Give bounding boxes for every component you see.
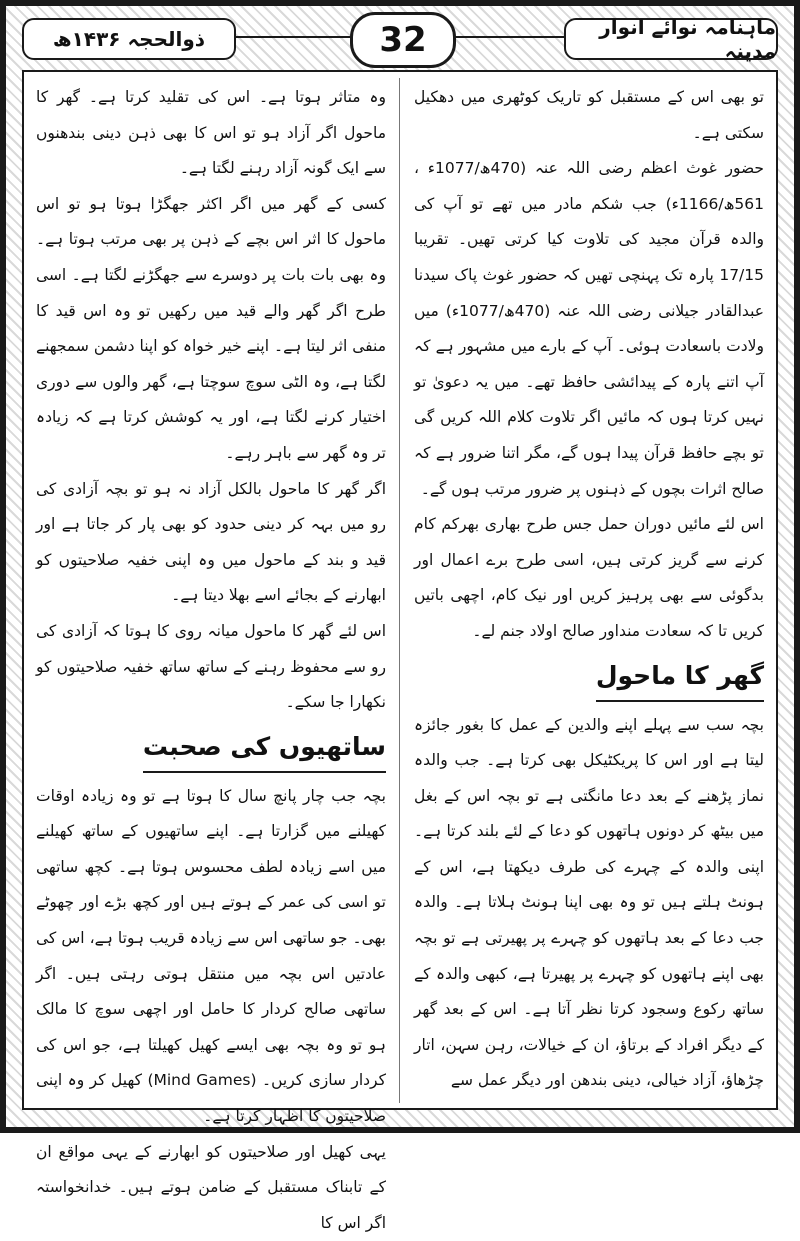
paragraph: کسی کے گھر میں اگر اکثر جھگڑا ہوتا ہو تو اس ماحول کا اثر اس بچے کے ذہن پر بھی مرتب ہوتا ہے۔ وہ بھی بات بات پر دوسرے سے جھگڑنے لگتا ہے۔ اسی طرح اگر گھر والے قید میں رکھیں تو وہ اس قید کا منفی اثر لیتا ہے۔ اپنے خیر خواہ کو اپنا دشمن سمجھنے لگتا ہے، وہ الٹی سوچ سوچتا ہے، گھر والوں سے دوری اختیار کرنے لگتا ہے، اور یہ کوشش کرتا ہے کہ زیادہ تر وہ گھر سے باہر رہے۔ <box>36 194 386 462</box>
left-column <box>36 80 386 1241</box>
right-column <box>414 80 764 1099</box>
paragraph: اس لئے گھر کا ماحول میانہ روی کا ہوتا کہ آزادی کی رو سے محفوظ رہنے کے ساتھ ساتھ خفیہ صلاحیتوں کو نکھارا جا سکے۔ <box>36 621 386 712</box>
section-heading-home-environment: گھر کا ماحول <box>596 652 764 702</box>
page-number: 32 <box>350 12 456 68</box>
paragraph: وہ متاثر ہوتا ہے۔ اس کی تقلید کرتا ہے۔ گھر کا ماحول اگر آزاد ہو تو اس کا بھی ذہن دینی بندھنوں سے ایک گونہ آزاد رہنے لگتا ہے۔ <box>36 88 386 178</box>
section-heading-companions: ساتھیوں کی صحبت <box>143 723 386 773</box>
header-rule-right <box>450 36 568 38</box>
paragraph: حضور غوث اعظم رضی اللہ عنہ (470ھ/1077ء ، 561ھ/1166ء) جب شکم مادر میں تھے تو آپ کی والدہ قرآن مجید کی تلاوت کیا کرتی تھیں۔ تقریبا 17/15 پارہ تک پہنچی تھیں کہ حضور غوث پاک سیدنا عبدالقادر جیلانی رضی اللہ عنہ (470ھ/1077ء) میں ولادت باسعادت ہوئی۔ آپ کے بارے میں مشہور ہے کہ آپ اتنے پارہ کے پیدائشی حافظ تھے۔ میں یہ دعویٰ تو نہیں کرتا ہوں کہ مائیں اگر تلاوت کلام اللہ کریں گی تو بچے حافظ قرآن پیدا ہوں گے، مگر اتنا ضرور ہے کہ صالح اثرات بچوں کے ذہنوں پر ضرور مرتب ہوں گے۔ <box>414 159 764 498</box>
header-rule-left <box>232 36 350 38</box>
paragraph: یہی کھیل اور صلاحیتوں کو ابھارنے کے یہی مواقع ان کے تابناک مستقبل کے ضامن ہوتے ہیں۔ خدانخواستہ اگر اس کا <box>36 1142 386 1232</box>
page-header <box>22 12 778 66</box>
paragraph: اگر گھر کا ماحول بالکل آزاد نہ ہو تو بچہ آزادی کی رو میں بہہ کر دینی حدود کو بھی پار کر جاتا ہے اور قید و بند کے ماحول میں وہ اپنی خفیہ صلاحیتوں کو ابھارنے کے بجائے اسے بھلا دیتا ہے۔ <box>36 479 386 605</box>
paragraph: تو بھی اس کے مستقبل کو تاریک کوٹھری میں دھکیل سکتی ہے۔ <box>414 88 764 142</box>
paragraph: اس لئے مائیں دوران حمل جس طرح بھاری بھرکم کام کرنے سے گریز کرتی ہیں، اسی طرح برے اعمال اور بدگوئی سے بھی پرہیز کریں اور نیک کام، اچھی باتیں کریں تا کہ سعادت منداور صالح اولاد جنم لے۔ <box>414 515 764 640</box>
column-divider <box>399 78 400 1103</box>
paragraph: بچہ سب سے پہلے اپنے والدین کے عمل کا بغور جائزہ لیتا ہے اور اس کا پریکٹیکل بھی کرتا ہے۔ جب والدہ نماز پڑھنے کے بعد دعا مانگتی ہے تو بچہ اس کے بغل میں بیٹھ کر دونوں ہاتھوں کو دعا کے لئے بلند کرتا ہے۔ اپنی والدہ کے چہرے کی طرف دیکھتا ہے، اس کے ہونٹ ہلتے ہیں تو وہ بھی اپنا ہونٹ ہلاتا ہے۔ والدہ جب دعا کے بعد ہاتھوں کو چہرے پر پھیرتی ہے تو بچہ بھی اپنے ہاتھوں کو چہرے پر پھیرتا ہے، کبھی والدہ کے ساتھ رکوع وسجود کرتا نظر آتا ہے۔ اس کے بعد گھر کے دیگر افراد کے برتاؤ، ان کے خیالات، رہن سہن، اتار چڑھاؤ، آزاد خیالی، دینی بندھن اور دیگر عمل سے <box>414 715 764 1090</box>
paragraph: بچہ جب چار پانچ سال کا ہوتا ہے تو وہ زیادہ اوقات کھیلنے میں گزارتا ہے۔ اپنے ساتھیوں کے ساتھ کھیلنے میں اسے زیادہ لطف محسوس ہوتا ہے۔ کچھ ساتھی تو اسی کی عمر کے ہوتے ہیں اور کچھ بڑے اور چھوٹے بھی۔ جو ساتھی اس سے زیادہ قریب ہوتا ہے، اس کی عادتیں اس بچہ میں منتقل ہوتی رہتی ہیں۔ اگر ساتھی صالح کردار کا حامل اور اچھی سوچ کا مالک ہو تو وہ بچہ بھی ایسے کھیل کھیلتا ہے، جو اس کی کردار سازی کریں۔ (Mind Games) کھیل کر وہ اپنی صلاحیتوں کا اظہار کرتا ہے۔ <box>36 786 386 1126</box>
issue-date: ذوالحجہ ۱۴۳۶ھ <box>22 18 236 60</box>
magazine-title: ماہنامہ نوائے انوار مدینہ <box>564 18 778 60</box>
